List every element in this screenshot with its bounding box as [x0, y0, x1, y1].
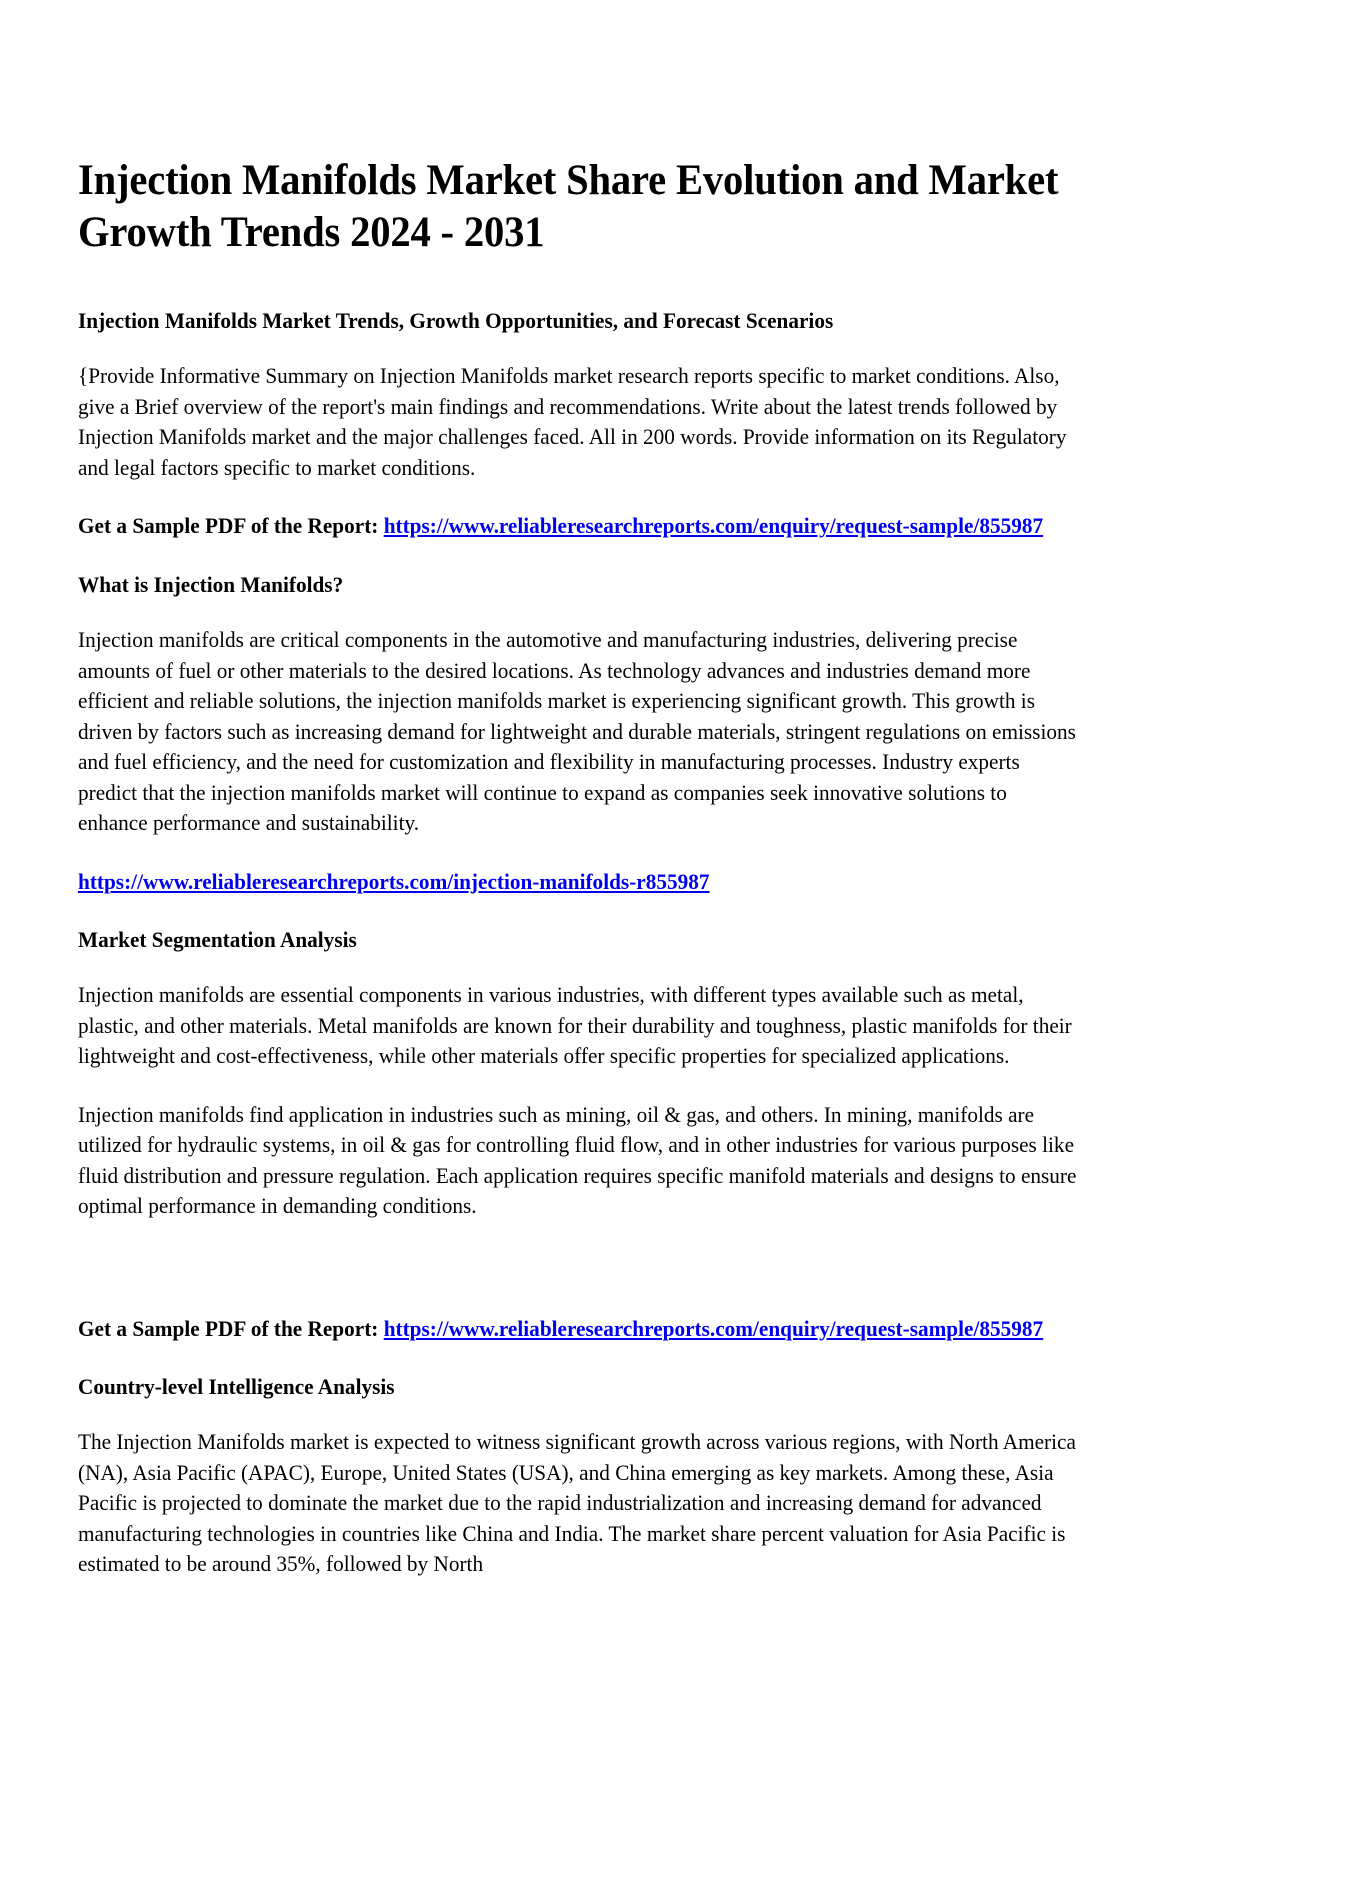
paragraph-what-is-injection-manifolds: Injection manifolds are critical components in the automotive and manufacturing industries, delivering precise amounts of fuel or other materials to the desired locations. As technology advances and industries demand more efficient and reliable solutions, the injection manifolds market is experiencing significant growth. This growth is driven by factors such as increasing demand for lightweight and durable materials, stringent regulations on emissions and fuel efficiency, and the need for customization and flexibility in manufacturing processes. Industry experts predict that the injection manifolds market will continue to expand as companies seek innovative solutions to enhance performance and sustainability. [78, 627, 1076, 836]
heading-country-level-intelligence-analysis: Country-level Intelligence Analysis [78, 1374, 395, 1400]
report-link-line [78, 867, 1080, 897]
paragraph-segmentation-types: Injection manifolds are essential components in various industries, with different types available such as metal, plastic, and other materials. Metal manifolds are known for their durability and toughness, plastic manifolds for their lightweight and cost-effectiveness, while other materials offer specific properties for specialized applications. [78, 982, 1072, 1069]
section-spacer [78, 1250, 1080, 1314]
sample-pdf-label-1: Get a Sample PDF of the Report: [78, 513, 379, 539]
heading-market-segmentation-analysis: Market Segmentation Analysis [78, 926, 357, 952]
paragraph-segmentation-applications: Injection manifolds find application in industries such as mining, oil & gas, and others. In mining, manifolds are utilized for hydraulic systems, in oil & gas for controlling fluid flow, and in other industries for various purposes like fluid distribution and pressure regulation. Each application requires specific manifold materials and designs to ensure optimal performance in demanding conditions. [78, 1101, 1077, 1219]
sample-pdf-line-2 [78, 1314, 1080, 1344]
sample-pdf-line-1 [78, 511, 1080, 541]
sample-pdf-link-2[interactable]: https://www.reliableresearchreports.com/enquiry/request-sample/855987 [383, 1315, 1044, 1341]
page-title: Injection Manifolds Market Share Evolution and Market Growth Trends 2024 - 2031 [78, 157, 1059, 256]
paragraph-country-level-intelligence: The Injection Manifolds market is expected to witness significant growth across various regions, with North America (NA), Asia Pacific (APAC), Europe, United States (USA), and China emerging as key markets. Among these, Asia Pacific is projected to dominate the market due to the rapid industrialization and increasing demand for advanced manufacturing technologies in countries like China and India. The market share percent valuation for Asia Pacific is estimated to be around 35%, followed by North [78, 1429, 1076, 1577]
sample-pdf-link-1[interactable]: https://www.reliableresearchreports.com/enquiry/request-sample/855987 [383, 513, 1044, 539]
heading-market-trends: Injection Manifolds Market Trends, Growth Opportunities, and Forecast Scenarios [78, 308, 834, 334]
report-link[interactable]: https://www.reliableresearchreports.com/injection-manifolds-r855987 [78, 868, 710, 894]
heading-what-is-injection-manifolds: What is Injection Manifolds? [78, 571, 344, 597]
paragraph-informative-summary: {Provide Informative Summary on Injection Manifolds market research reports specific to market conditions. Also, give a Brief overview of the report's main findings and recommendations. Write about the latest trends followed by Injection Manifolds market and the major challenges faced. All in 200 words. Provide information on its Regulatory and legal factors specific to market conditions. [78, 363, 1067, 480]
sample-pdf-label-2: Get a Sample PDF of the Report: [78, 1315, 379, 1341]
